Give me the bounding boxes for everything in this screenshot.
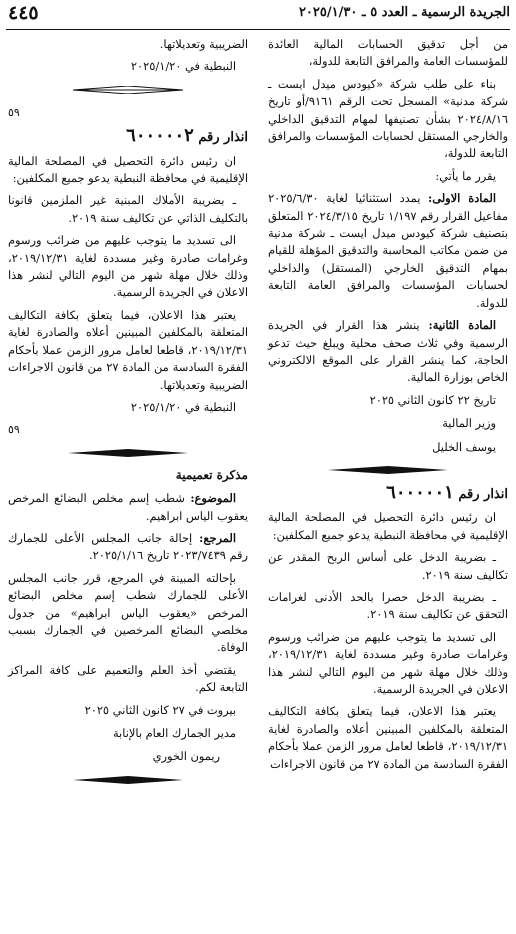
date-line: بيروت في ٢٧ كانون الثاني ٢٠٢٥ — [84, 702, 236, 717]
reference-text: إحالة جانب المجلس الأعلى للجمارك رقم ٢٠٢٣/٧٤٣٩ تاريخ ٢٠٢٥/١/١٦. — [8, 530, 248, 563]
paragraph: ـ بضريبة الدخل حصرا بالحد الأدنى لغرامات التحقق عن تكاليف سنة ٢٠١٩. — [268, 589, 508, 622]
notice-label: انذار رقم — [193, 130, 248, 146]
signature-block — [8, 702, 248, 766]
paragraph: ان رئيس دائرة التحصيل في المصلحة المالية الإقليمية في محافظة النبطية يدعو جميع المكلفين: — [268, 510, 508, 542]
section-divider — [73, 86, 183, 94]
paragraph: الى تسديد ما يتوجب عليهم من ضرائب ورسوم وغرامات صادرة وغير مسددة لغاية ٢٠١٩/١٢/٣١، وذلك خلال مهلة شهر من اليوم التالي لنشر هذا الاعلان في الجريدة الرسمية. — [268, 629, 508, 696]
paragraph: ـ بضريبة الدخل على أساس الربح المقدر عن تكاليف سنة ٢٠١٩. — [268, 550, 508, 582]
reference-number: ٥٩ — [8, 423, 20, 437]
decides-line: يقرر ما يأتي: — [435, 168, 496, 183]
page-header — [0, 0, 516, 30]
paragraph: بناء على طلب شركة «كيودس ميدل ايست ـ شركة مدنية» المسجل تحت الرقم ٩١٦١/أو تاريخ ٢٠٢٤/٨/١٦ بشأن تصنيفها لمهام التدقيق الداخلي والخارجي المستقل لحسابات المؤسسات والمرافق التابعة للدولة، — [268, 76, 508, 161]
article-1 — [268, 190, 508, 312]
right-column — [268, 36, 508, 778]
notice-label: انذار رقم — [453, 486, 508, 502]
notice-title — [8, 127, 248, 146]
signature-block — [268, 392, 508, 456]
signer-name: يوسف الخليل — [432, 439, 496, 454]
paragraph: بإحالته المبينة في المرجع، قرر جانب المجلس الأعلى للجمارك شطب إسم مخلص البضائع المرخص «يعقوب الياس ابراهيم» من جدول مخلصي البضائع المرخصين في الجمارك بسبب الوفاة. — [8, 570, 248, 655]
date-line: النبطية في ٢٠٢٥/١/٢٠ — [130, 399, 236, 414]
subject-text: شطب إسم مخلص البضائع المرخص يعقوب الياس ابراهيم. — [8, 491, 248, 523]
article-text: ينشر هذا القرار في الجريدة الرسمية وفي ثلاث صحف محلية ويبلغ حيث تدعو الحاجة، كما ينشر القرار على الموقع الالكتروني الخاص بوزارة المالية. — [268, 318, 508, 385]
header-rule — [6, 29, 510, 30]
paragraph: يعتبر هذا الاعلان، فيما يتعلق بكافة التكاليف المتعلقة بالمكلفين المبينين أعلاه والصادرة لغاية ٢٠١٩/١٢/٣١، قاطعا لعامل مرور الزمن عملا بأحكام الفقرة السادسة من المادة ٢٧ من قانون الاجراءات — [268, 704, 508, 771]
article-label: المادة الاولى: — [428, 191, 497, 206]
reference-number: ٥٩ — [8, 105, 20, 119]
article-text: يمدد استثنائيا لغاية ٢٠٢٥/٦/٣٠ مفاعيل القرار رقم ١/١٩٧ تاريخ ٢٠٢٤/٣/١٥ المتعلق بتصنيف شركة كيودس ميدل ايست ـ شركة مدنية من ضمن مكاتب المحاسبة والتدقيق المؤهلة للقيام بمهام التدقيق الخارجي (المستقل) والداخلي لحسابات المؤسسات والمرافق العامة التابعة للدولة. — [268, 191, 509, 310]
reference-label: المرجع: — [199, 530, 236, 545]
paragraph: من أجل تدقيق الحسابات المالية العائدة للمؤسسات العامة والمرافق التابعة للدولة، — [268, 37, 508, 69]
signer-name: ريمون الخوري — [152, 749, 220, 764]
paragraph: الضريبية وتعديلاتها. — [159, 37, 248, 51]
signer-title: وزير المالية — [442, 416, 496, 431]
memo-subject — [8, 490, 248, 525]
paragraph: ـ بضريبة الأملاك المبنية غير الملزمين قانونا بالتكليف الذاتي عن تكاليف سنة ٢٠١٩. — [8, 193, 248, 225]
paragraph: ان رئيس دائرة التحصيل في المصلحة المالية الإقليمية في محافظة النبطية يدعو جميع المكلفين: — [8, 153, 248, 186]
subject-label: الموضوع: — [190, 491, 236, 506]
section-divider — [73, 776, 183, 784]
page-number: ٤٤٥ — [8, 2, 39, 24]
memo-title: مذكرة تعميمية — [175, 467, 248, 482]
signer-title: مدير الجمارك العام بالإنابة — [112, 726, 236, 740]
paragraph: الى تسديد ما يتوجب عليهم من ضرائب ورسوم وغرامات صادرة وغير مسددة لغاية ٢٠١٩/١٢/٣١، وذلك خلال مهلة شهر من اليوم التالي لنشر هذا الاعلان في الجريدة الرسمية. — [8, 233, 248, 300]
date-line: النبطية في ٢٠٢٥/١/٢٠ — [130, 59, 236, 74]
paragraph: يعتبر هذا الاعلان، فيما يتعلق بكافة التكاليف المتعلقة بالمكلفين المبينين أعلاه والصادرة لغاية ٢٠١٩/١٢/٣١، قاطعا لعامل مرور الزمن عملا بأحكام الفقرة السادسة من المادة ٢٧ من قانون الاجراءات الضريبية وتعديلاتها. — [8, 307, 248, 392]
notice-title — [268, 481, 508, 503]
memo-reference — [8, 530, 248, 565]
notice-number: ٦٠٠٠٠٠١ — [386, 481, 454, 503]
article-2 — [268, 317, 508, 387]
article-label: المادة الثانية: — [428, 318, 496, 333]
paragraph: يقتضي أخذ العلم والتعميم على كافة المراكز التابعة لكم. — [8, 662, 248, 695]
journal-issue-heading: الجريدة الرسمية ـ العدد ٥ ـ ٢٠٢٥/١/٣٠ — [298, 5, 510, 20]
section-divider — [68, 449, 188, 457]
section-divider — [328, 466, 448, 474]
notice-number: ٦٠٠٠٠٠٢ — [126, 125, 194, 147]
left-column — [8, 36, 248, 794]
date-line: تاريخ ٢٢ كانون الثاني ٢٠٢٥ — [369, 392, 496, 407]
